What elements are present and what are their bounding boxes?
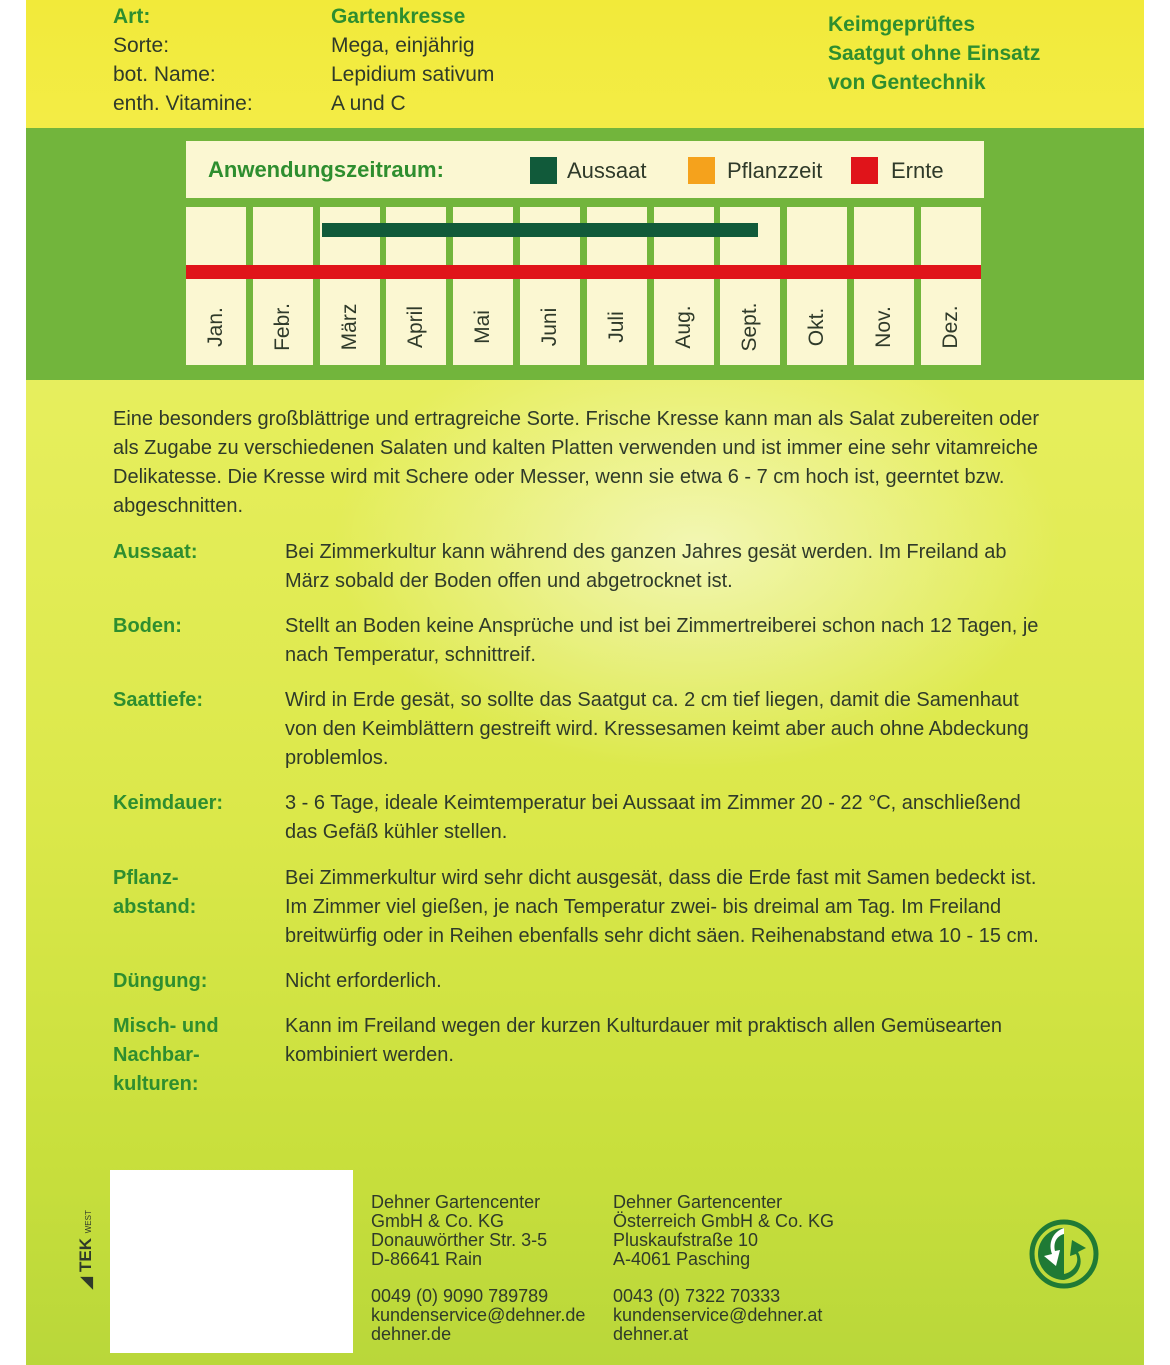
- address-line: D-86641 Rain: [371, 1249, 483, 1269]
- address-line: Pluskaufstraße 10: [613, 1230, 759, 1250]
- botanical-name-value: Lepidium sativum: [331, 63, 495, 86]
- calendar-title: Anwendungszeitraum:: [208, 157, 444, 182]
- section-text: Bei Zimmerkultur wird sehr dicht ausgesät, dass die Erde fast mit Samen bedeckt ist. Im Zimmer viel gießen, je nach Temperatur zwei- bis dreimal am Tag. Im Freiland breitwürfig oder in Reihen ebenfalls sehr dicht säen. Reihenabstand etwa 10 - 15 cm.: [285, 867, 1039, 947]
- legend-swatch-ernte: [851, 157, 878, 184]
- month-column: [186, 207, 246, 365]
- month-column: [787, 207, 847, 365]
- section-label: Düngung:: [113, 970, 208, 992]
- seed-packet-back: [26, 0, 1144, 1365]
- month-label: Okt.: [805, 307, 829, 347]
- address-line: GmbH & Co. KG: [371, 1211, 505, 1231]
- legend-label-aussaat: Aussaat: [567, 158, 647, 183]
- address-block-at: [613, 1193, 834, 1344]
- email-link[interactable]: kundenservice@dehner.at: [613, 1305, 823, 1325]
- vitamins-value: A und C: [331, 92, 406, 115]
- month-label: Aug.: [671, 305, 695, 349]
- address-line: Dehner Gartencenter: [371, 1192, 541, 1212]
- legend-swatch-pflanzzeit: [688, 157, 715, 184]
- address-line: Dehner Gartencenter: [613, 1192, 783, 1212]
- month-label: April: [404, 305, 428, 349]
- certification-text: [828, 10, 1040, 97]
- aussaat-period-bar: [322, 223, 759, 237]
- calendar-band: [26, 128, 1144, 380]
- address-line: A-4061 Pasching: [613, 1249, 751, 1269]
- header-band: [26, 0, 1144, 128]
- art-value: Gartenkresse: [331, 5, 466, 28]
- section-label: Boden:: [113, 615, 182, 637]
- phone-number: 0043 (0) 7322 70333: [613, 1286, 781, 1306]
- vitamins-label: enth. Vitamine:: [113, 92, 253, 115]
- address-line: Österreich GmbH & Co. KG: [613, 1211, 835, 1231]
- certification-line: Keimgeprüftes: [828, 13, 976, 36]
- month-label: Mai: [471, 310, 495, 344]
- section-text: Nicht erforderlich.: [285, 970, 442, 992]
- intro-paragraph: Eine besonders großblättrige und ertragreiche Sorte. Frische Kresse kann man als Salat zubereiten oder als Zugabe zu verschiedenen Salaten und kalten Platten verwenden und ist immer eine sehr vitamreiche Delikatesse. Die Kresse wird mit Schere oder Messer, wenn sie etwa 6 - 7 cm hoch ist, geerntet bzw. abgeschnitten.: [113, 408, 1040, 517]
- month-label: Dez.: [938, 305, 962, 349]
- section-text: Bei Zimmerkultur kann während des ganzen Jahres gesät werden. Im Freiland ab März sobald der Boden offen und abgetrocknet ist.: [285, 541, 1007, 592]
- legend-label-pflanzzeit: Pflanzzeit: [727, 158, 823, 183]
- sorte-label: Sorte:: [113, 34, 170, 57]
- botanical-name-label: bot. Name:: [113, 63, 216, 86]
- logo-sub-text: WEST: [84, 1210, 93, 1234]
- white-label-area: [110, 1170, 353, 1353]
- certification-line: von Gentechnik: [828, 71, 986, 94]
- logo-main-text: TEK: [76, 1238, 95, 1273]
- certification-line: Saatgut ohne Einsatz: [828, 42, 1041, 65]
- sorte-value: Mega, einjährig: [331, 34, 475, 57]
- month-label: Juni: [538, 307, 561, 347]
- calendar-header: [186, 141, 984, 198]
- tek-west-logo: [76, 1210, 96, 1290]
- section-label: Aussaat:: [113, 541, 198, 563]
- website-link[interactable]: dehner.de: [371, 1324, 452, 1344]
- art-label: Art:: [113, 5, 151, 28]
- section-text: Stellt an Boden keine Ansprüche und ist bei Zimmertreiberei schon nach 12 Tagen, je nach Temperatur, schnittreif.: [285, 615, 1039, 666]
- month-label: Febr.: [270, 303, 294, 351]
- legend-label-ernte: Ernte: [891, 158, 944, 183]
- month-column: [854, 207, 914, 365]
- section-label: Misch- und Nachbar- kulturen:: [113, 1015, 219, 1095]
- month-label: Nov.: [872, 306, 895, 348]
- month-column: [253, 207, 313, 365]
- section-text: 3 - 6 Tage, ideale Keimtemperatur bei Aussaat im Zimmer 20 - 22 °C, anschließend das Gefäß kühler stellen.: [285, 792, 1021, 843]
- ernte-period-bar: [186, 265, 981, 279]
- section-label: Keimdauer:: [113, 792, 224, 814]
- month-column: [921, 207, 981, 365]
- address-block-de: [371, 1193, 585, 1344]
- email-link[interactable]: kundenservice@dehner.de: [371, 1305, 586, 1325]
- section-text: Wird in Erde gesät, so sollte das Saatgut ca. 2 cm tief liegen, damit die Samenhaut von den Keimblättern gestreift wird. Kressesamen keimt aber auch ohne Abdeckung problemlos.: [285, 689, 1029, 769]
- section-text: Kann im Freiland wegen der kurzen Kulturdauer mit praktisch allen Gemüsearten kombiniert werden.: [285, 1015, 1003, 1066]
- month-label: Sept.: [738, 302, 762, 352]
- section-label: Pflanz- abstand:: [113, 867, 197, 918]
- logo-leaf-icon: ◢: [76, 1276, 95, 1290]
- green-dot-recycling-icon: [1028, 1218, 1100, 1290]
- month-label: Jan.: [204, 307, 227, 347]
- month-label: März: [337, 303, 361, 351]
- section-label: Saattiefe:: [113, 689, 204, 711]
- month-label: Juli: [604, 311, 628, 343]
- phone-number: 0049 (0) 9090 789789: [371, 1286, 549, 1306]
- address-line: Donauwörther Str. 3-5: [371, 1230, 548, 1250]
- legend-swatch-aussaat: [530, 157, 557, 184]
- website-link[interactable]: dehner.at: [613, 1324, 689, 1344]
